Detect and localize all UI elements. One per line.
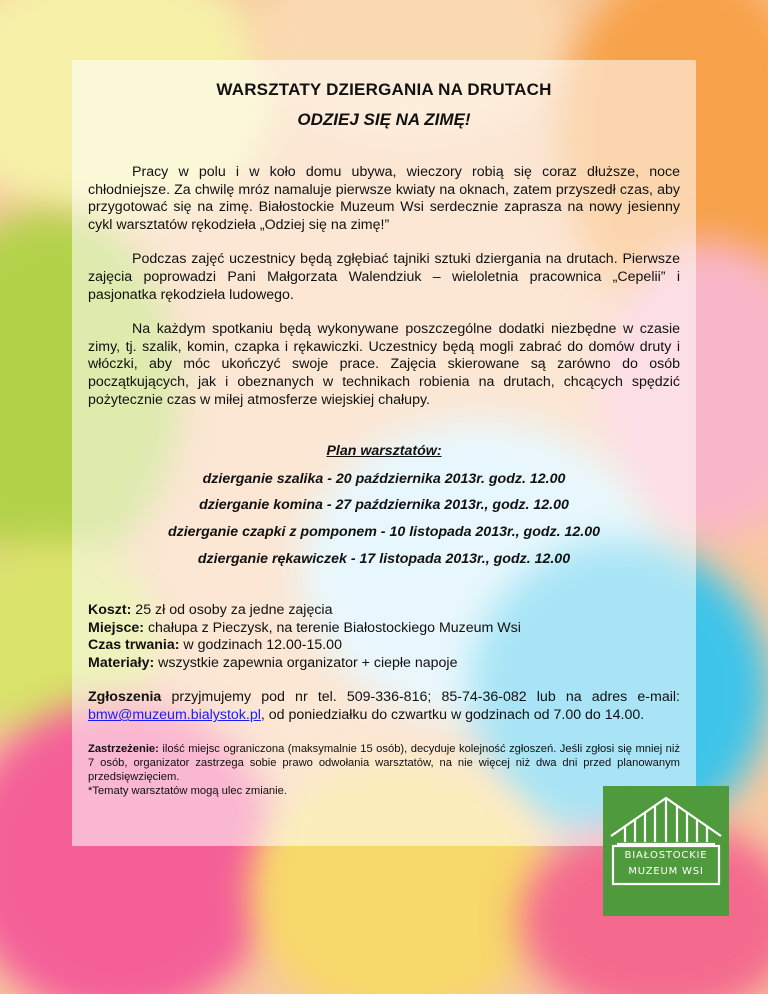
cost-line (88, 602, 680, 620)
plan-item: dzierganie komina - 27 października 2013r., godz. 12.00 (199, 497, 569, 514)
plan-item: dzierganie czapki z pomponem - 10 listopada 2013r., godz. 12.00 (167, 523, 601, 540)
registration-text: przyjmujemy pod nr tel. 509-336-816; 85-74-36-082 lub na adres e-mail: (161, 689, 680, 706)
plan-title: Plan warsztatów: (326, 443, 442, 460)
poster-content (88, 80, 680, 798)
cost-label: Koszt: (88, 602, 132, 619)
page-title: WARSZTATY DZIERGANIA NA DRUTACH (216, 80, 552, 99)
museum-logo (603, 786, 729, 916)
page-subtitle: ODZIEJ SIĘ NA ZIMĘ! (297, 110, 471, 129)
duration-label: Czas trwania: (88, 637, 180, 654)
registration-paragraph (88, 689, 680, 724)
info-block (88, 602, 680, 672)
logo-line-1: BIAŁOSTOCKIE (624, 850, 708, 861)
materials-value: wszystkie zapewnia organizator + ciepłe napoje (154, 654, 458, 671)
logo-line-2: MUZEUM WSI (628, 866, 704, 877)
registration-label: Zgłoszenia (88, 689, 162, 706)
disclaimer (88, 742, 680, 798)
disclaimer-body: ilość miejsc ograniczona (maksymalnie 15 osób), decyduje kolejność zgłoszeń. Jeśli zgłosi się mniej niż 7 osób, organizator zastrzega sobie prawo odwołania warsztatów, na nie więcej niż dwa dni przed planowanym przedsięwzięciem. (88, 742, 680, 783)
duration-value: w godzinach 12.00-15.00 (179, 637, 342, 654)
place-value: chałupa z Pieczysk, na terenie Białostockiego Muzeum Wsi (144, 619, 521, 636)
disclaimer-label: Zastrzeżenie: (88, 742, 159, 755)
disclaimer-footnote: *Tematy warsztatów mogą ulec zmianie. (88, 784, 287, 797)
registration-hours: , od poniedziałku do czwartku w godzinach od 7.00 do 14.00. (260, 707, 645, 724)
cost-value: 25 zł od osoby za jedne zajęcia (131, 602, 333, 619)
instructor-paragraph: Podczas zajęć uczestnicy będą zgłębiać tajniki sztuki dziergania na drutach. Pierwsze zajęcia poprowadzi Pani Małgorzata Walendziuk – wieloletnia pracownica „Cepelii” i pasjonatka rękodzieła ludowego. (88, 251, 680, 303)
intro-paragraph: Pracy w polu i w koło domu ubywa, wieczory robią się coraz dłuższe, noce chłodniejsze. Za chwilę mróz namaluje pierwsze kwiaty na oknach, zatem przyszedł czas, aby przygotować się na zimę. Białostockie Muzeum Wsi serdecznie zaprasza na nowy jesienny cykl warsztatów rękodzieła „Odziej się na zimę!” (88, 164, 680, 233)
place-label: Miejsce: (88, 619, 144, 636)
materials-label: Materiały: (88, 654, 155, 671)
details-paragraph: Na każdym spotkaniu będą wykonywane poszczególne dodatki niezbędne w czasie zimy, tj. szalik, komin, czapka i rękawiczki. Uczestnicy będą mogli zabrać do domów druty i włóczki, aby móc ukończyć swoje prace. Zajęcia skierowane są zarówno do osób początkujących, jak i obeznanych w technikach robienia na drutach, chcących spędzić pożytecznie czas w miłej atmosferze wiejskiej chałupy. (88, 321, 680, 408)
materials-line (88, 655, 680, 673)
email-link[interactable]: bmw@muzeum.bialystok.pl (88, 707, 261, 724)
plan-item: dzierganie rękawiczek - 17 listopada 2013r., godz. 12.00 (197, 550, 571, 567)
duration-line (88, 637, 680, 655)
disclaimer-text (88, 742, 680, 784)
place-line (88, 620, 680, 638)
plan-item: dzierganie szalika - 20 października 2013r. godz. 12.00 (202, 470, 566, 487)
